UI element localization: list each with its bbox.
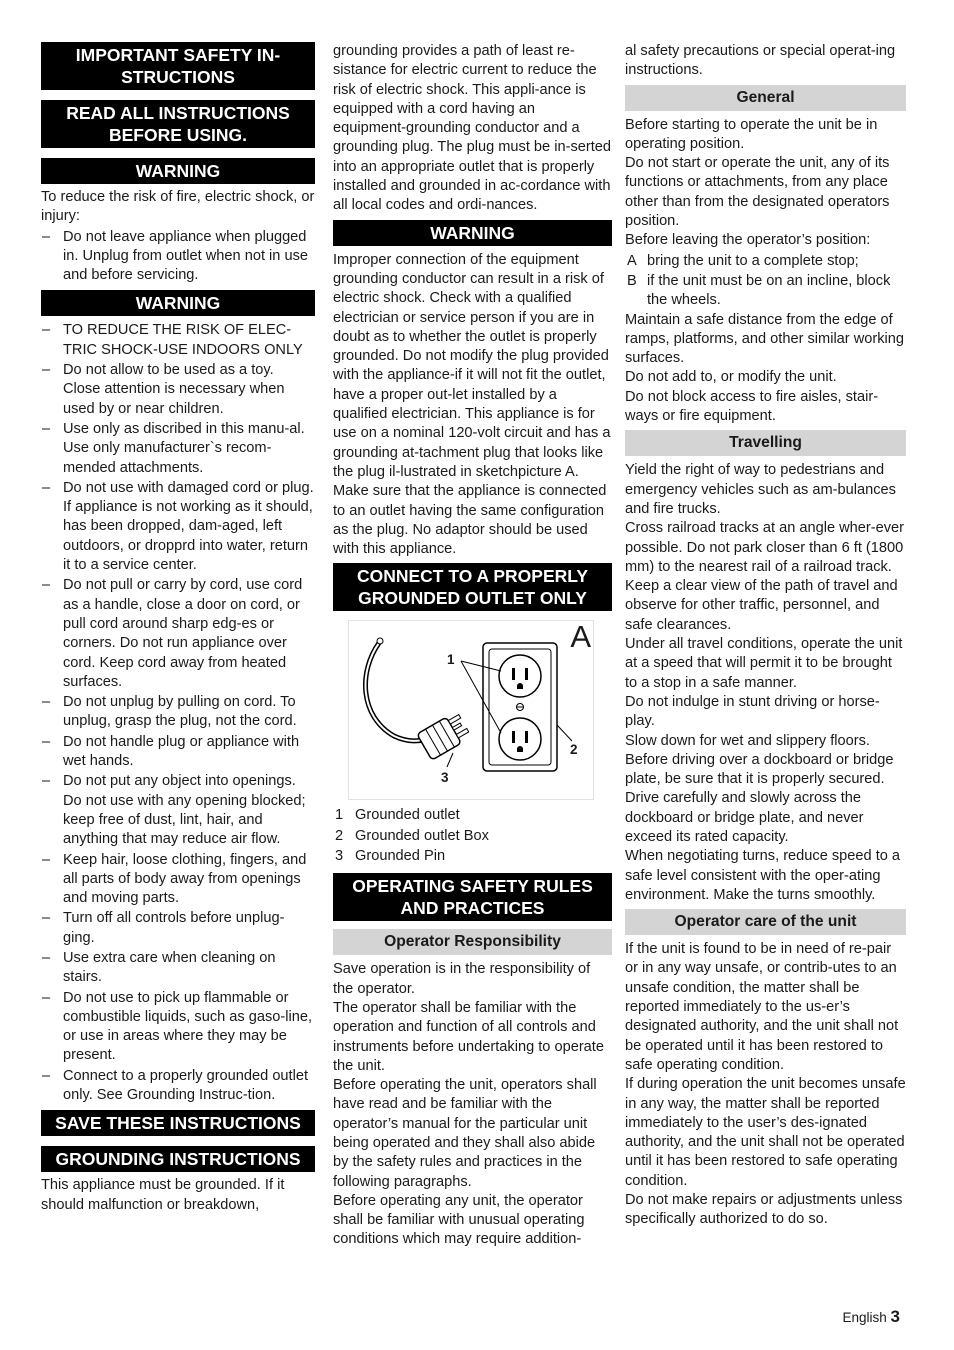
cord-icon [365,643,429,741]
paragraph: Before operating the unit, operators shall have read and be familiar with the operator’s manual for the particular unit being operated and they shall also abide by the safety rules and practices in the following paragraphs. [333,1077,597,1190]
list-item [41,949,315,988]
paragraph: Before leaving the operator’s position: [625,232,871,249]
dash-bullet: – [42,322,51,339]
list-item [41,851,315,909]
heading-warning-1: WARNING [41,158,315,184]
column-1 [41,42,315,1215]
list-item-text: bring the unit to a complete stop; [647,252,859,269]
heading-operator-care: Operator care of the unit [625,909,906,935]
dash-bullet: – [42,1067,51,1084]
dash-bullet: – [42,773,51,790]
list-item-text: Do not use with damaged cord or plug. If appliance is not working as it should, has been dropped, dam-aged, left outdoors, or dropprd into water, return it to a service center. [63,479,314,574]
list-item-text: TO REDUCE THE RISK OF ELEC-TRIC SHOCK-USE INDOORS ONLY [63,322,303,358]
list-item-text: Do not put any object into openings. Do not use with any opening blocked; keep free of dust, lint, hair, and anything that may reduce air flow. [63,773,306,848]
list-item-text: if the unit must be on an incline, block the wheels. [647,272,891,309]
list-item [333,827,612,846]
grounding-text: This appliance must be grounded. If it should malfunction or breakdown, [41,1177,285,1213]
list-item [625,272,906,311]
paragraph: Before driving over a dockboard or bridge plate, be sure that it is properly secured. Drive carefully and slowly across the dockboard or bridge plate, and never exceed its rated capacity. [625,751,894,845]
list-item-text: Do not allow to be used as a toy. Close attention is necessary when used by or near children. [63,362,285,417]
paragraph: Do not indulge in stunt driving or horse-play. [625,693,880,730]
general-list [625,252,906,311]
grounding-continued: grounding provides a path of least re-sistance for electric current to reduce the risk of electric shock. This appli-ance is equipped with a cord having an equipment-grounding conductor and a grounding plug. The plug must be in-serted into an appropriate outlet that is properly installed and grounded in ac-cordance with all local codes and ordi-nances. [333,43,612,214]
dash-bullet: – [42,910,51,927]
paragraph: Before starting to operate the unit be in operating position. [625,116,878,152]
list-item-text: Do not handle plug or appliance with wet hands. [63,733,300,770]
paragraph: Under all travel conditions, operate the unit at a speed that will permit it to be brought to a stop in a safe manner. [625,636,903,691]
list-item [41,321,315,360]
dash-bullet: – [42,949,51,966]
list-item-text: Keep hair, loose clothing, fingers, and all parts of body away from openings and moving parts. [63,851,307,907]
footer-language: English [842,1310,887,1325]
list-item-text: Do not leave appliance when plugged in. Unplug from outlet when not in use and before servicing. [63,228,308,284]
paragraph: Do not make repairs or adjustments unless specifically authorized to do so. [625,1192,903,1228]
paragraph: Slow down for wet and slippery floors. [625,732,870,749]
dash-bullet: – [42,851,51,868]
dash-bullet: – [42,420,51,437]
page-number: 3 [890,1307,900,1326]
paragraph: Before operating any unit, the operator shall be familiar with unusual operating conditions which may require addition- [333,1192,585,1248]
list-item-text: Do not pull or carry by cord, use cord as a handle, close a door on cord, or pull cord around sharp edg-es or corners. Do not run appliance over cord. Keep cord away from heated surfaces. [63,577,303,690]
list-item [41,479,315,575]
dash-bullet: – [42,733,51,750]
heading-read-all-instructions: READ ALL INSTRUCTIONS BEFORE USING. [41,100,315,148]
heading-warning-3: WARNING [333,220,612,246]
list-item [333,847,612,866]
list-item-text: Do not use to pick up flammable or combustible liquids, such as gaso-line, or use in areas where they may be present. [63,989,313,1064]
paragraph: Do not add to, or modify the unit. [625,369,837,386]
heading-important-safety: IMPORTANT SAFETY IN-STRUCTIONS [41,42,315,90]
list-item [41,772,315,849]
list-item-text: Turn off all controls before unplug-ging. [63,910,285,946]
paragraph: Save operation is in the responsibility of the operator. [333,961,591,997]
callout-2: 2 [570,742,578,758]
outlet-icon [483,643,557,771]
dash-bullet: – [42,577,51,594]
paragraph: Keep a clear view of the path of travel and observe for other traffic, personnel, and safe clearances. [625,578,898,633]
travelling-text [625,461,906,905]
list-item [41,909,315,948]
paragraph: Do not block access to fire aisles, stair-ways or fire equipment. [625,388,879,425]
list-item-text: Grounded outlet Box [355,827,489,844]
list-item-label: 1 [335,807,344,824]
heading-grounding-instructions: GROUNDING INSTRUCTIONS [41,1146,315,1172]
heading-travelling: Travelling [625,430,906,456]
callout-1: 1 [447,652,455,668]
paragraph: Maintain a safe distance from the edge of ramps, platforms, and other similar working surfaces. [625,311,904,367]
list-item [41,420,315,478]
list-item-text: Connect to a properly grounded outlet only. See Grounding Instruc-tion. [63,1067,309,1104]
list-item [41,576,315,692]
heading-operator-responsibility: Operator Responsibility [333,929,612,955]
list-item [333,806,612,825]
paragraph: The operator shall be familiar with the operation and function of all controls and instruments before undertaking to operate the unit. [333,999,604,1074]
list-item [41,733,315,772]
warning-2-list [41,321,315,1105]
figure-grounded-plug [348,620,594,800]
list-item [41,1067,315,1106]
page-footer [842,1307,900,1327]
list-item-label: 3 [335,848,344,865]
operator-responsibility-continued: al safety precautions or special operat-ing instructions. [625,43,896,79]
heading-connect-grounded-outlet: CONNECT TO A PROPERLY GROUNDED OUTLET ONLY [333,563,612,611]
list-item-label: B [627,272,637,289]
heading-operating-safety-rules: OPERATING SAFETY RULES AND PRACTICES [333,873,612,921]
operator-responsibility-text [333,960,612,1249]
list-item-text: Do not unplug by pulling on cord. To unplug, grasp the plug, not the cord. [63,694,297,730]
list-item-text: Use extra care when cleaning on stairs. [63,949,276,986]
figure-legend [333,806,612,866]
heading-warning-2: WARNING [41,290,315,316]
dash-bullet: – [42,694,51,711]
operator-care-text [625,940,906,1229]
list-item [625,252,906,271]
dash-bullet: – [42,362,51,379]
paragraph: Cross railroad tracks at an angle wher-ever possible. Do not park closer than 6 ft (1800 mm) to the nearest rail of a railroad track. [625,520,905,575]
list-item [41,989,315,1066]
warning-1-intro: To reduce the risk of fire, electric shock, or injury: [41,189,315,225]
paragraph: Do not start or operate the unit, any of its functions or attachments, from any place other than from the designated operators position. [625,155,890,230]
heading-save-instructions: SAVE THESE INSTRUCTIONS [41,1110,315,1136]
callout-3: 3 [441,770,449,786]
warning-3-text: Improper connection of the equipment grounding conductor can result in a risk of electric shock. Check with a qualified electrician or service person if you are in doubt as to whether the outlet is properly grounded. Do not modify the plug provided with the appliance-if it will not fit the outlet, have a proper out-let installed by a qualified electrician. This appliance is for use on a nominal 120-volt circuit and has a grounding at-tachment plug that looks like the plug il-lustrated in sketchpicture A. Make sure that the appliance is connected to an outlet having the same configuration as the plug. No adaptor should be used with this appliance. [333,251,611,558]
figure-letter: A [570,619,591,655]
list-item-text: Grounded outlet [355,807,460,824]
list-item-text: Use only as discribed in this manu-al. Use only manufacturer`s recom-mended attachments. [63,420,305,476]
plug-and-outlet-illustration [349,621,595,801]
paragraph: When negotiating turns, reduce speed to a safe level consistent with the oper-ating environment. Make the turns smoothly. [625,848,901,903]
list-item-label: 2 [335,827,344,844]
general-text-a [625,116,906,251]
paragraph: If during operation the unit becomes unsafe in any way, the matter shall be reported immediately to the user’s des-ignated authority, and the unit shall not be operated until it has been restored to safe operating condition. [625,1076,906,1189]
warning-1-list [41,228,315,286]
list-item [41,228,315,286]
list-item [41,693,315,732]
dash-bullet: – [42,989,51,1006]
heading-general: General [625,85,906,111]
list-item-label: A [627,252,637,269]
dash-bullet: – [42,228,51,245]
column-3 [625,42,906,1230]
paragraph: Yield the right of way to pedestrians and emergency vehicles such as am-bulances and fire trucks. [625,462,896,517]
list-item [41,361,315,419]
column-2 [333,42,612,1250]
paragraph: If the unit is found to be in need of re-pair or in any way unsafe, or contrib-utes to an unsafe condition, the matter shall be reported immediately to the us-er’s designated authority, and the unit shall not be operated until it has been restored to safe operating condition. [625,941,899,1073]
list-item-text: Grounded Pin [355,848,446,865]
dash-bullet: – [42,479,51,496]
general-text-b [625,311,906,427]
plug-icon [417,712,472,761]
